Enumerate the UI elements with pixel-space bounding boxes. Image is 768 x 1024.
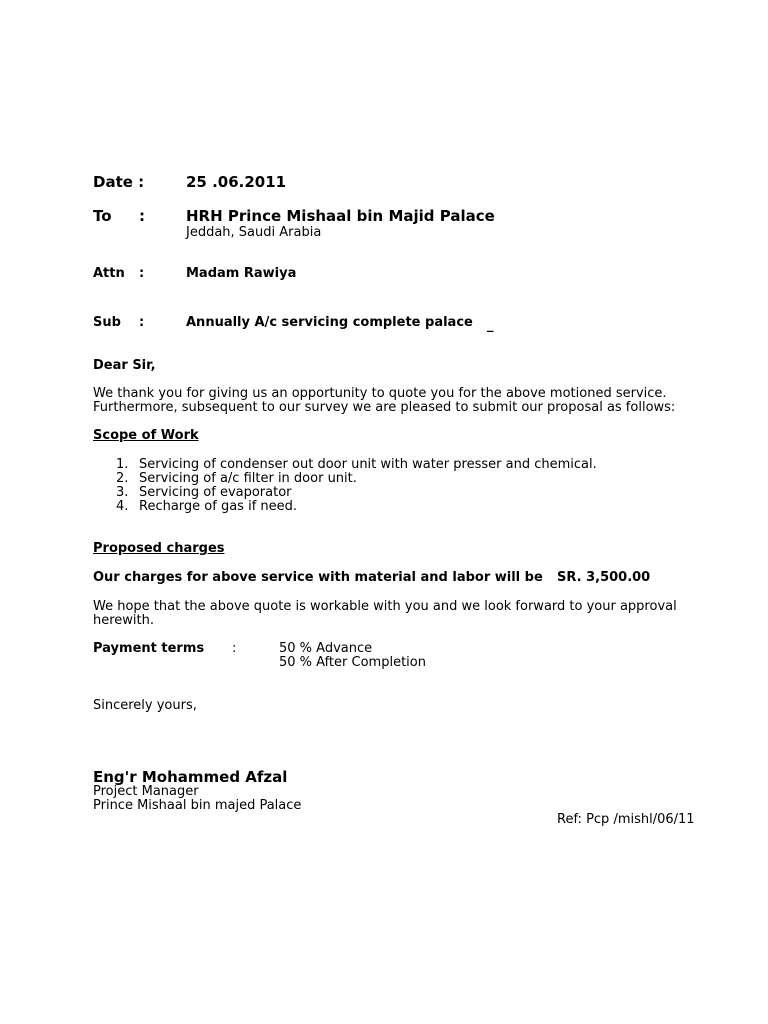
scope-heading: Scope of Work [93,428,199,443]
list-item-text: Servicing of a/c filter in door unit. [139,471,357,486]
signatory-name: Eng'r Mohammed Afzal [93,768,288,786]
date-label: Date : [93,173,145,191]
list-item-number: 3. [116,485,129,500]
attn-colon: : [139,266,145,281]
date-value: 25 .06.2011 [186,173,287,191]
attn-label: Attn [93,266,125,281]
hope-line-1: We hope that the above quote is workable with you and we look forward to your approval [93,599,677,614]
list-item-text: Servicing of evaporator [139,485,292,500]
subject-label: Sub [93,315,121,330]
list-item-number: 1. [116,457,129,472]
payment-terms-colon: : [232,641,237,656]
subject-trail: _ [487,318,494,333]
salutation: Dear Sir, [93,358,156,373]
hope-line-2: herewith. [93,613,155,628]
recipient-name: HRH Prince Mishaal bin Majid Palace [186,207,495,225]
attn-value: Madam Rawiya [186,266,297,281]
list-item-text: Servicing of condenser out door unit with water presser and chemical. [139,457,597,472]
payment-term-advance: 50 % Advance [279,641,373,656]
signatory-title: Project Manager [93,784,199,799]
intro-line-2: Furthermore, subsequent to our survey we are pleased to submit our proposal as follows: [93,400,676,415]
to-label: To [93,207,112,225]
charges-heading: Proposed charges [93,541,225,556]
list-item-number: 4. [116,499,129,514]
charges-amount: SR. 3,500.00 [557,570,651,585]
payment-terms-label: Payment terms [93,641,205,656]
charges-text: Our charges for above service with material and labor will be [93,570,543,585]
subject-colon: : [139,315,145,330]
list-item-text: Recharge of gas if need. [139,499,298,514]
to-colon: : [139,207,145,225]
subject-value: Annually A/c servicing complete palace [186,315,473,330]
reference-number: Ref: Pcp /mishl/06/11 [557,812,695,827]
closing: Sincerely yours, [93,698,197,713]
intro-line-1: We thank you for giving us an opportunity to quote you for the above motioned service. [93,386,667,401]
list-item-number: 2. [116,471,129,486]
recipient-address: Jeddah, Saudi Arabia [186,225,322,240]
signatory-organization: Prince Mishaal bin majed Palace [93,798,302,813]
payment-term-completion: 50 % After Completion [279,655,426,670]
